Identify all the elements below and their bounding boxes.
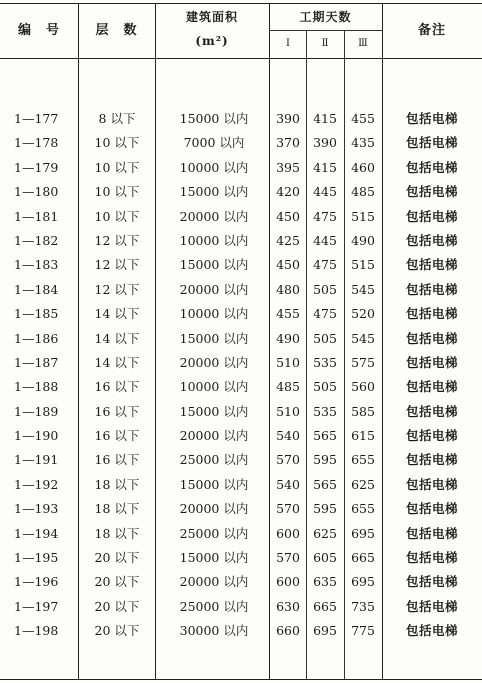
- row-number: 1—179: [14, 159, 59, 175]
- row-number: 1—182: [14, 232, 59, 248]
- row-days-class-1: 600: [276, 574, 300, 590]
- days-subheader-divider: [269, 30, 382, 31]
- table-row: [0, 522, 482, 546]
- row-days-class-3: 515: [351, 257, 375, 273]
- row-days-class-3: 560: [351, 379, 375, 395]
- row-remarks: 包括电梯: [405, 306, 458, 322]
- row-days-class-2: 565: [313, 476, 337, 492]
- header-floors: 层 数: [95, 23, 138, 38]
- row-remarks: 包括电梯: [405, 208, 458, 224]
- row-days-class-1: 455: [276, 306, 300, 322]
- row-days-class-3: 695: [351, 574, 375, 590]
- row-days-class-3: 490: [351, 232, 375, 248]
- row-number: 1—192: [14, 476, 59, 492]
- row-area: 20000 以内: [179, 354, 249, 370]
- row-days-class-2: 505: [313, 379, 337, 395]
- table-row: [0, 229, 482, 253]
- row-days-class-2: 475: [313, 257, 337, 273]
- row-number: 1—181: [14, 208, 59, 224]
- row-remarks: 包括电梯: [405, 159, 458, 175]
- row-area: 25000 以内: [179, 452, 249, 468]
- row-days-class-3: 575: [351, 354, 375, 370]
- row-floors: 20 以下: [94, 550, 140, 566]
- row-number: 1—198: [14, 623, 59, 639]
- table-row: [0, 156, 482, 180]
- row-days-class-2: 505: [313, 281, 337, 297]
- row-days-class-2: 595: [313, 501, 337, 517]
- row-area: 10000 以内: [179, 306, 249, 322]
- row-days-class-1: 390: [276, 111, 300, 126]
- row-days-class-1: 540: [276, 428, 300, 444]
- row-remarks: 包括电梯: [405, 574, 458, 590]
- row-number: 1—187: [14, 354, 59, 370]
- row-area: 15000 以内: [179, 330, 249, 346]
- row-area: 25000 以内: [179, 525, 249, 541]
- row-floors: 12 以下: [94, 232, 140, 248]
- row-days-class-3: 545: [351, 330, 375, 346]
- table-row: [0, 546, 482, 570]
- header-number: 编 号: [17, 23, 60, 38]
- row-days-class-2: 475: [313, 306, 337, 322]
- row-remarks: 包括电梯: [405, 452, 458, 468]
- row-days-class-2: 605: [313, 550, 337, 566]
- row-days-class-1: 425: [276, 232, 300, 248]
- row-number: 1—178: [14, 135, 59, 151]
- row-remarks: 包括电梯: [405, 428, 458, 444]
- row-days-class-1: 395: [276, 159, 300, 175]
- table-row: [0, 253, 482, 277]
- header-remarks: 备注: [417, 23, 446, 38]
- row-days-class-1: 570: [276, 550, 300, 566]
- header-area-unit: (m²): [195, 34, 229, 48]
- row-remarks: 包括电梯: [405, 525, 458, 541]
- row-remarks: 包括电梯: [405, 330, 458, 346]
- row-remarks: 包括电梯: [405, 111, 458, 126]
- row-floors: 14 以下: [94, 306, 140, 322]
- row-days-class-1: 600: [276, 525, 300, 541]
- row-area: 25000 以内: [179, 598, 249, 614]
- row-floors: 16 以下: [94, 452, 140, 468]
- row-area: 30000 以内: [179, 623, 249, 639]
- row-floors: 10 以下: [94, 208, 140, 224]
- table-row: [0, 131, 482, 155]
- row-area: 10000 以内: [179, 379, 249, 395]
- row-days-class-2: 505: [313, 330, 337, 346]
- table-row: [0, 327, 482, 351]
- row-remarks: 包括电梯: [405, 623, 458, 639]
- row-days-class-2: 565: [313, 428, 337, 444]
- header-duration-class-2: Ⅱ: [321, 38, 329, 49]
- row-floors: 18 以下: [94, 476, 140, 492]
- row-area: 15000 以内: [179, 550, 249, 566]
- row-days-class-1: 510: [276, 354, 300, 370]
- table-row: [0, 400, 482, 424]
- row-floors: 20 以下: [94, 598, 140, 614]
- table-row: [0, 351, 482, 375]
- table-row: [0, 497, 482, 521]
- row-remarks: 包括电梯: [405, 476, 458, 492]
- row-floors: 12 以下: [94, 281, 140, 297]
- row-floors: 8 以下: [98, 111, 136, 126]
- row-days-class-3: 585: [351, 403, 375, 419]
- row-days-class-3: 655: [351, 501, 375, 517]
- row-remarks: 包括电梯: [405, 354, 458, 370]
- row-remarks: 包括电梯: [405, 501, 458, 517]
- row-area: 20000 以内: [179, 501, 249, 517]
- row-days-class-3: 485: [351, 184, 375, 200]
- row-floors: 12 以下: [94, 257, 140, 273]
- row-days-class-1: 490: [276, 330, 300, 346]
- row-area: 20000 以内: [179, 281, 249, 297]
- row-days-class-1: 570: [276, 452, 300, 468]
- row-days-class-1: 510: [276, 403, 300, 419]
- row-days-class-1: 480: [276, 281, 300, 297]
- row-days-class-3: 665: [351, 550, 375, 566]
- row-floors: 18 以下: [94, 501, 140, 517]
- table-row: [0, 302, 482, 326]
- row-area: 20000 以内: [179, 574, 249, 590]
- row-area: 10000 以内: [179, 159, 249, 175]
- row-number: 1—188: [14, 379, 59, 395]
- row-floors: 20 以下: [94, 574, 140, 590]
- row-remarks: 包括电梯: [405, 257, 458, 273]
- table-row: [0, 424, 482, 448]
- row-days-class-1: 370: [276, 135, 300, 151]
- row-area: 15000 以内: [179, 257, 249, 273]
- row-remarks: 包括电梯: [405, 403, 458, 419]
- row-floors: 16 以下: [94, 403, 140, 419]
- row-days-class-1: 570: [276, 501, 300, 517]
- table-row: [0, 375, 482, 399]
- table-row: [0, 107, 482, 131]
- row-days-class-2: 535: [313, 403, 337, 419]
- table-row: [0, 278, 482, 302]
- row-remarks: 包括电梯: [405, 184, 458, 200]
- row-floors: 14 以下: [94, 354, 140, 370]
- row-days-class-2: 595: [313, 452, 337, 468]
- row-days-class-3: 775: [351, 623, 375, 639]
- row-days-class-1: 660: [276, 623, 300, 639]
- header-bottom-border: [0, 58, 482, 59]
- row-number: 1—191: [14, 452, 59, 468]
- table-row: [0, 180, 482, 204]
- row-number: 1—186: [14, 330, 59, 346]
- row-remarks: 包括电梯: [405, 135, 458, 151]
- row-days-class-3: 625: [351, 476, 375, 492]
- row-area: 20000 以内: [179, 208, 249, 224]
- row-number: 1—183: [14, 257, 59, 273]
- header-area: 建筑面积: [185, 10, 238, 24]
- row-days-class-1: 420: [276, 184, 300, 200]
- row-floors: 14 以下: [94, 330, 140, 346]
- row-floors: 16 以下: [94, 428, 140, 444]
- row-days-class-2: 415: [313, 159, 337, 175]
- header-duration-class-3: Ⅲ: [358, 38, 368, 49]
- header-duration-days: 工期天数: [299, 10, 352, 24]
- row-remarks: 包括电梯: [405, 379, 458, 395]
- row-number: 1—177: [14, 111, 59, 126]
- table-row: [0, 570, 482, 594]
- row-days-class-1: 540: [276, 476, 300, 492]
- row-area: 15000 以内: [179, 403, 249, 419]
- row-number: 1—184: [14, 281, 59, 297]
- row-area: 10000 以内: [179, 232, 249, 248]
- row-number: 1—194: [14, 525, 59, 541]
- table-bottom-border: [0, 679, 482, 680]
- row-floors: 10 以下: [94, 184, 140, 200]
- row-number: 1—193: [14, 501, 59, 517]
- row-remarks: 包括电梯: [405, 598, 458, 614]
- row-number: 1—190: [14, 428, 59, 444]
- row-number: 1—196: [14, 574, 59, 590]
- row-remarks: 包括电梯: [405, 550, 458, 566]
- row-days-class-2: 415: [313, 111, 337, 126]
- row-days-class-2: 535: [313, 354, 337, 370]
- row-area: 15000 以内: [179, 111, 249, 126]
- header-duration-class-1: Ⅰ: [286, 38, 290, 49]
- row-days-class-1: 630: [276, 598, 300, 614]
- row-floors: 20 以下: [94, 623, 140, 639]
- row-number: 1—195: [14, 550, 59, 566]
- row-area: 20000 以内: [179, 428, 249, 444]
- row-area: 7000 以内: [183, 135, 245, 151]
- row-days-class-2: 390: [313, 135, 337, 151]
- table-row: [0, 473, 482, 497]
- row-days-class-3: 455: [351, 111, 375, 126]
- row-floors: 10 以下: [94, 135, 140, 151]
- row-number: 1—180: [14, 184, 59, 200]
- table-row: [0, 448, 482, 472]
- row-remarks: 包括电梯: [405, 232, 458, 248]
- row-days-class-3: 545: [351, 281, 375, 297]
- row-days-class-1: 450: [276, 257, 300, 273]
- table-top-border: [0, 3, 482, 4]
- table-row: [0, 595, 482, 619]
- row-days-class-2: 445: [313, 184, 337, 200]
- row-days-class-3: 435: [351, 135, 375, 151]
- row-floors: 16 以下: [94, 379, 140, 395]
- row-number: 1—189: [14, 403, 59, 419]
- row-days-class-2: 445: [313, 232, 337, 248]
- row-days-class-2: 635: [313, 574, 337, 590]
- row-days-class-3: 655: [351, 452, 375, 468]
- row-days-class-1: 485: [276, 379, 300, 395]
- row-days-class-3: 515: [351, 208, 375, 224]
- row-days-class-3: 735: [351, 598, 375, 614]
- table-row: [0, 619, 482, 643]
- row-floors: 18 以下: [94, 525, 140, 541]
- row-days-class-3: 695: [351, 525, 375, 541]
- row-remarks: 包括电梯: [405, 281, 458, 297]
- row-area: 15000 以内: [179, 476, 249, 492]
- row-number: 1—185: [14, 306, 59, 322]
- row-days-class-2: 475: [313, 208, 337, 224]
- row-number: 1—197: [14, 598, 59, 614]
- row-days-class-2: 665: [313, 598, 337, 614]
- row-days-class-3: 615: [351, 428, 375, 444]
- row-days-class-3: 460: [351, 159, 375, 175]
- table-body: [0, 107, 482, 644]
- row-days-class-1: 450: [276, 208, 300, 224]
- row-floors: 10 以下: [94, 159, 140, 175]
- table-row: [0, 205, 482, 229]
- row-days-class-2: 695: [313, 623, 337, 639]
- row-days-class-3: 520: [351, 306, 375, 322]
- row-days-class-2: 625: [313, 525, 337, 541]
- row-area: 15000 以内: [179, 184, 249, 200]
